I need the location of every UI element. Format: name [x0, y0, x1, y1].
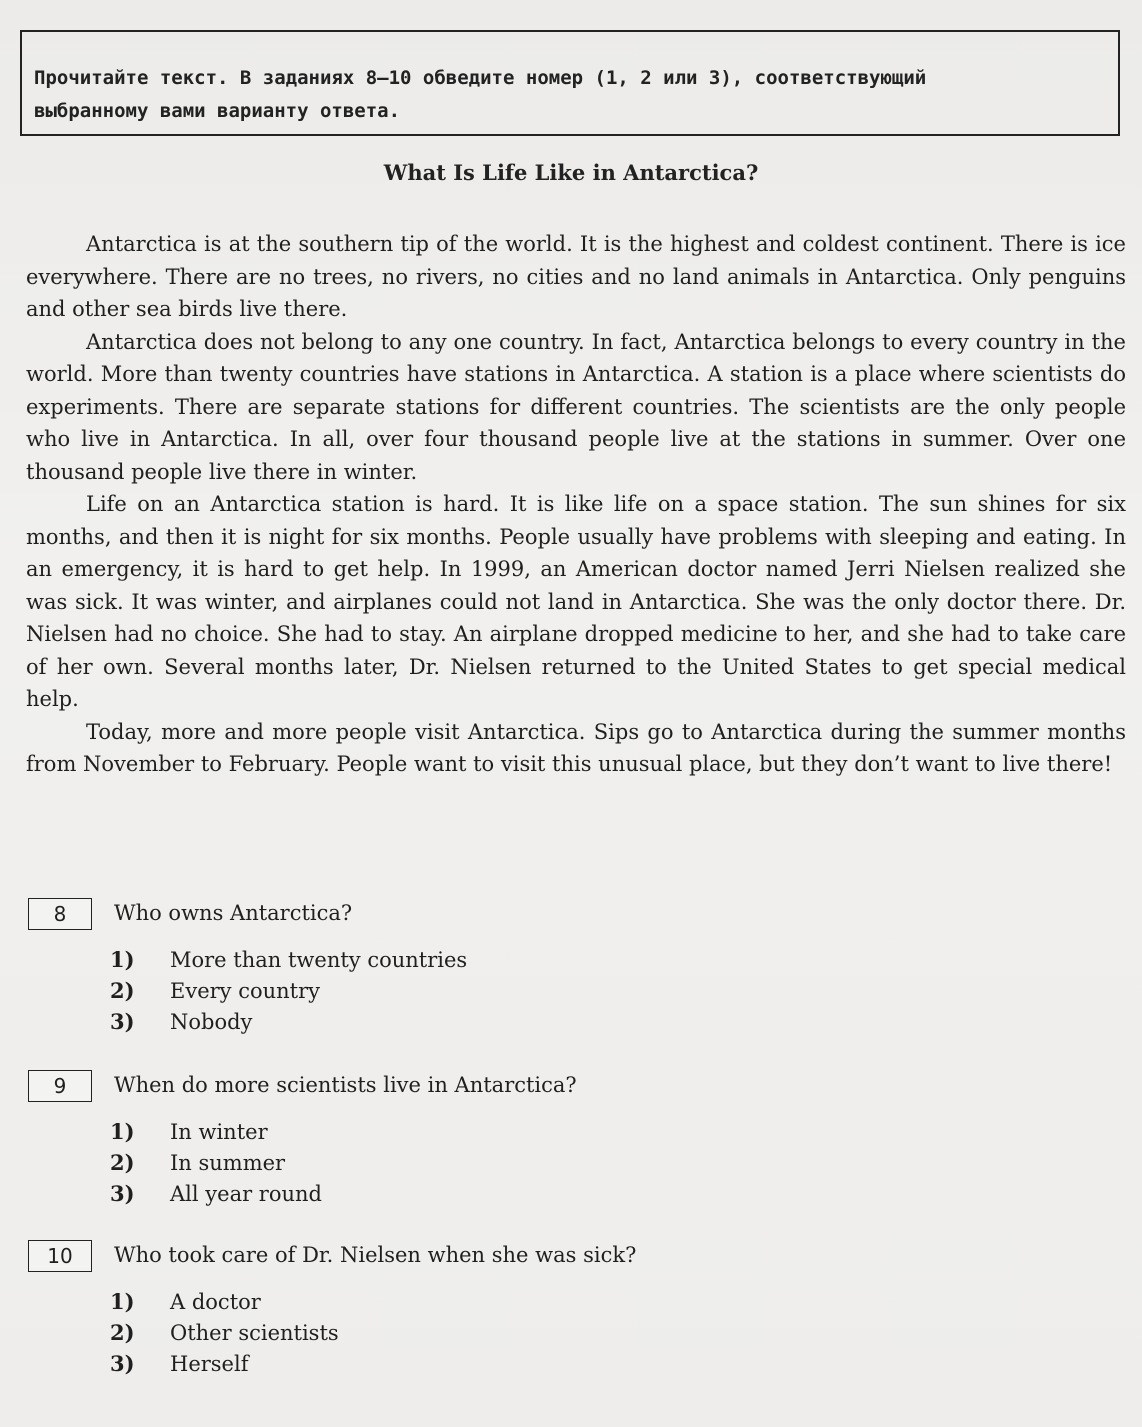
- option-text: A doctor: [170, 1290, 261, 1314]
- question-number-box: 8: [28, 898, 92, 930]
- question-text: Who owns Antarctica?: [114, 901, 353, 925]
- answer-option[interactable]: [110, 1006, 467, 1037]
- paragraph-2: Antarctica does not belong to any one country. In fact, Antarctica belongs to every country in the world. More than twenty countries have stations in Antarctica. A station is a place where scientists do experiments. There are separate stations for different countries. The scientists are the only people who live in Antarctica. In all, over four thousand people live at the stations in summer. Over one thousand people live there in winter.: [26, 329, 1126, 484]
- answer-option[interactable]: [110, 975, 467, 1006]
- option-text: Nobody: [170, 1010, 253, 1034]
- answer-option[interactable]: [110, 1116, 322, 1147]
- option-text: Herself: [170, 1352, 249, 1376]
- option-text: More than twenty countries: [170, 948, 468, 972]
- answer-options: [110, 944, 467, 1037]
- question-number-box: 9: [28, 1070, 92, 1102]
- answer-option[interactable]: [110, 1348, 339, 1379]
- option-number[interactable]: 3): [110, 1009, 135, 1034]
- answer-option[interactable]: [110, 1178, 322, 1209]
- option-number[interactable]: 2): [110, 1320, 135, 1345]
- question-text: When do more scientists live in Antarctica?: [114, 1073, 577, 1097]
- option-number[interactable]: 1): [110, 1119, 135, 1144]
- option-number[interactable]: 3): [110, 1351, 135, 1376]
- reading-passage: [26, 228, 1126, 781]
- paragraph-1: Antarctica is at the southern tip of the world. It is the highest and coldest continent. There is ice everywhere. There are no trees, no rivers, no cities and no land animals in Antarctica. Only penguins and other sea birds live there.: [26, 232, 1126, 321]
- option-text: In summer: [170, 1151, 286, 1175]
- paragraph-4: Today, more and more people visit Antarctica. Sips go to Antarctica during the summer months from November to February. People want to visit this unusual place, but they don’t want to live there!: [26, 719, 1126, 776]
- option-number[interactable]: 1): [110, 947, 135, 972]
- option-number[interactable]: 3): [110, 1181, 135, 1206]
- option-text: All year round: [170, 1182, 322, 1206]
- answer-option[interactable]: [110, 1317, 339, 1348]
- option-number[interactable]: 2): [110, 1150, 135, 1175]
- instruction-line-1: Прочитайте текст. В заданиях 8–10 обведите номер (1, 2 или 3), соответствующий: [34, 67, 927, 89]
- question-text: Who took care of Dr. Nielsen when she was sick?: [114, 1243, 637, 1267]
- option-text: Every country: [170, 979, 320, 1003]
- answer-options: [110, 1286, 339, 1379]
- option-number[interactable]: 1): [110, 1289, 135, 1314]
- answer-options: [110, 1116, 322, 1209]
- question-number-box: 10: [28, 1240, 92, 1272]
- passage-title: What Is Life Like in Antarctica?: [383, 160, 759, 185]
- option-text: In winter: [170, 1120, 268, 1144]
- instruction-line-2: выбранному вами варианту ответа.: [34, 100, 401, 122]
- option-text: Other scientists: [170, 1321, 339, 1345]
- option-number[interactable]: 2): [110, 978, 135, 1003]
- instruction-box: [20, 30, 1120, 136]
- paragraph-3: Life on an Antarctica station is hard. It is like life on a space station. The sun shines for six months, and then it is night for six months. People usually have problems with sleeping and eating. In an emergency, it is hard to get help. In 1999, an American doctor named Jerri Nielsen realized she was sick. It was winter, and airplanes could not land in Antarctica. She was the only doctor there. Dr. Nielsen had no choice. She had to stay. An airplane dropped medicine to her, and she had to take care of her own. Several months later, Dr. Nielsen returned to the United States to get special medical help.: [26, 492, 1126, 711]
- answer-option[interactable]: [110, 944, 467, 975]
- answer-option[interactable]: [110, 1147, 322, 1178]
- answer-option[interactable]: [110, 1286, 339, 1317]
